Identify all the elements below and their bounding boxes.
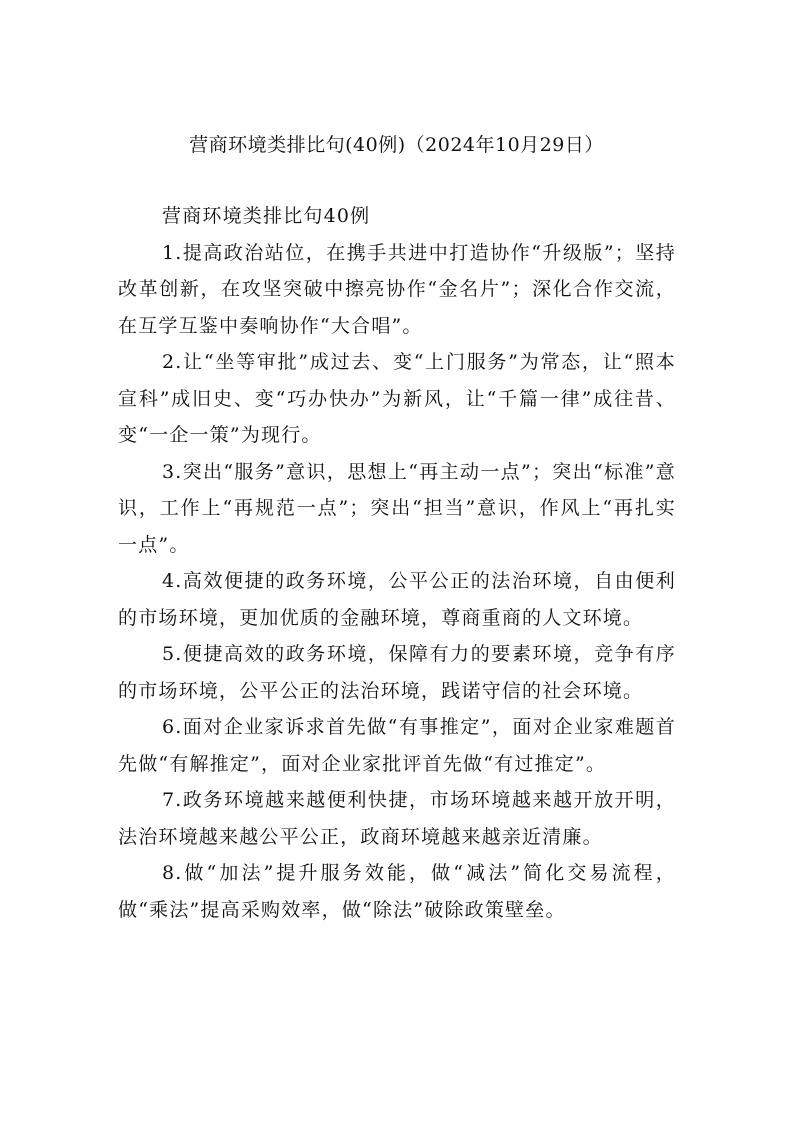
- list-item: 7.政务环境越来越便利快捷，市场环境越来越开放开明，法治环境越来越公平公正，政商环境越来越亲近清廉。: [118, 789, 676, 848]
- list-item: 2.让“坐等审批”成过去、变“上门服务”为常态，让“照本宣科”成旧史、变“巧办快办”为新风，让“千篇一律”成往昔、变“一企一策”为现行。: [118, 351, 676, 446]
- list-item: 1.提高政治站位，在携手共进中打造协作“升级版”；坚持改革创新，在攻坚突破中擦亮协作“金名片”；深化合作交流，在互学互鉴中奏响协作“大合唱”。: [118, 241, 676, 337]
- document-title: 营商环境类排比句(40例)（2024年10月29日）: [189, 134, 604, 156]
- list-item: 5.便捷高效的政务环境，保障有力的要素环境，竞争有序的市场环境，公平公正的法治环境，践诺守信的社会环境。: [118, 643, 676, 702]
- list-item: 4.高效便捷的政务环境，公平公正的法治环境，自由便利的市场环境，更加优质的金融环境，尊商重商的人文环境。: [118, 570, 676, 629]
- list-item: 3.突出“服务”意识，思想上“再主动一点”；突出“标准”意识，工作上“再规范一点”；突出“担当”意识，作风上“再扎实一点”。: [118, 460, 676, 556]
- list-item: 6.面对企业家诉求首先做“有事推定”，面对企业家难题首先做“有解推定”，面对企业家批评首先做“有过推定”。: [118, 716, 676, 775]
- list-item: 8.做“加法”提升服务效能，做“减法”简化交易流程，做“乘法”提高采购效率，做“除法”破除政策壁垒。: [118, 862, 676, 921]
- document-subtitle: 营商环境类排比句40例: [162, 205, 371, 227]
- document-body: [118, 198, 676, 928]
